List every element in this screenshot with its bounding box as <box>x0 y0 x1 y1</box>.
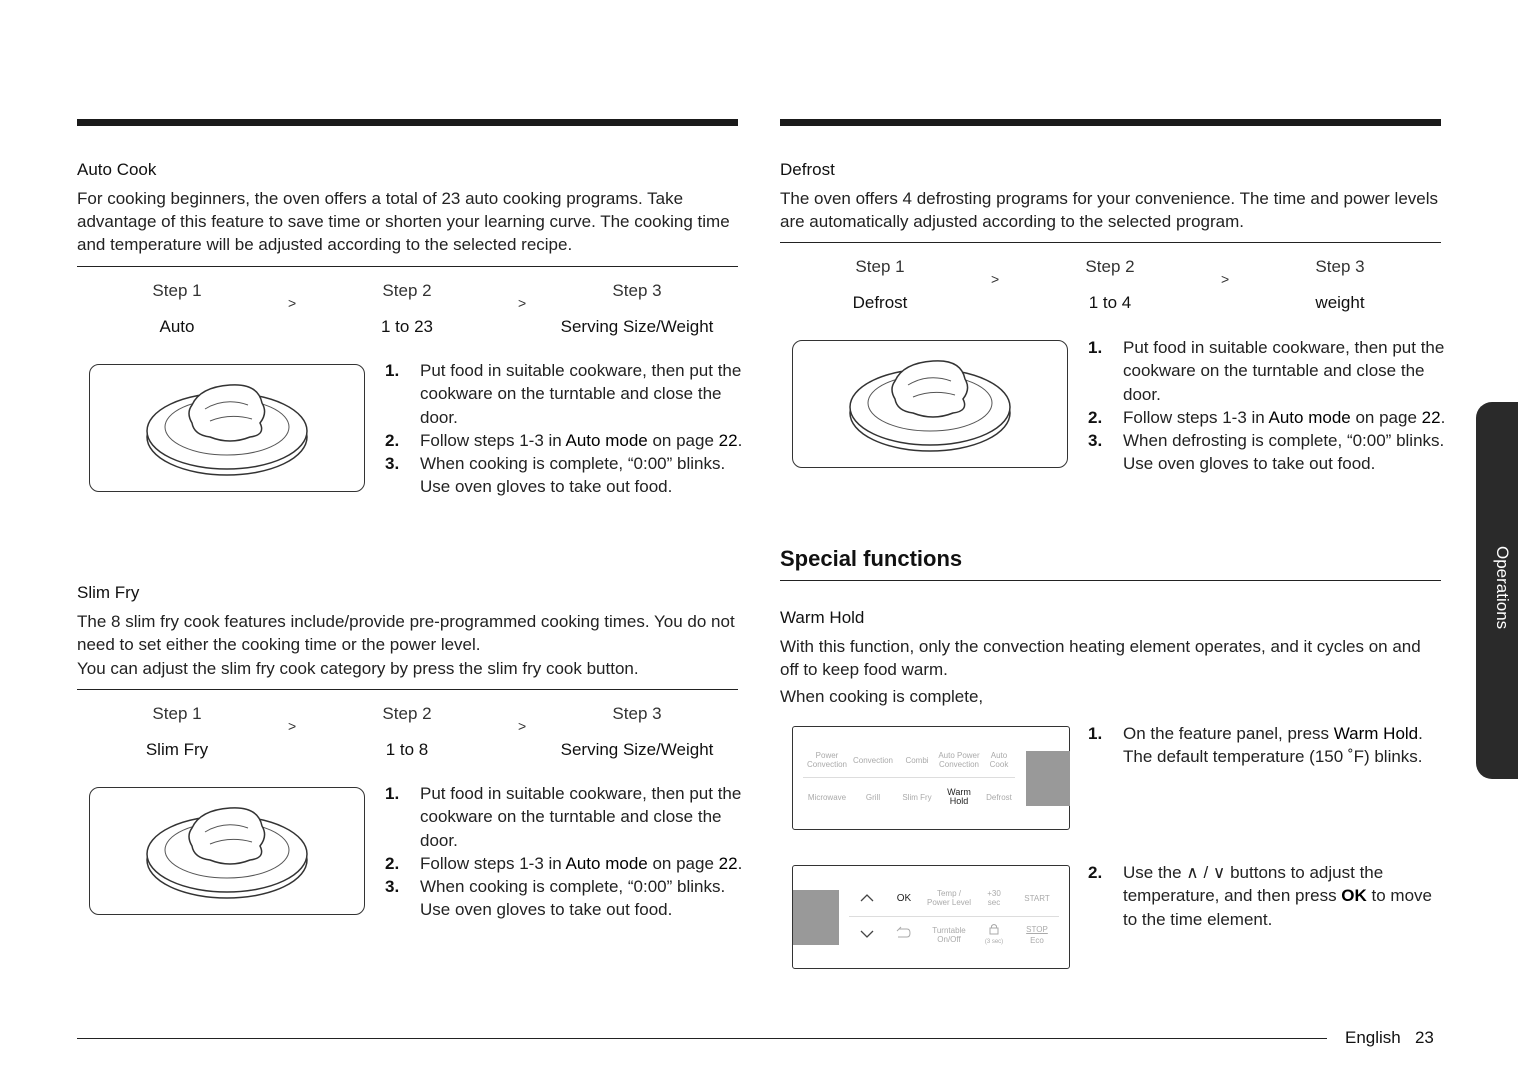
panel-label: Power Convection <box>806 751 848 769</box>
food-on-turntable-illustration <box>792 340 1068 468</box>
food-on-turntable-illustration <box>89 364 365 492</box>
auto-cook-steps <box>77 281 738 341</box>
defrost-instructions <box>1088 336 1448 476</box>
divider <box>780 242 1441 243</box>
page-number: 23 <box>1414 1028 1434 1047</box>
auto-cook-instructions <box>385 359 745 499</box>
panel-label: Combi <box>905 756 929 765</box>
step-label: Step 1 <box>152 281 202 300</box>
slim-fry-intro-2: You can adjust the slim fry cook category by press the slim fry cook button. <box>77 659 639 678</box>
step-value: 1 to 23 <box>381 317 433 336</box>
panel-label: Eco <box>1030 936 1044 945</box>
side-tab-label: Operations <box>1493 546 1512 630</box>
step-value: Slim Fry <box>145 740 209 759</box>
auto-cook-heading: Auto Cook <box>77 160 157 179</box>
lock-icon <box>988 923 1000 935</box>
list-item: 1. Put food in suitable cookware, then put the cookware on the turntable and close the door. <box>385 784 742 850</box>
defrost-heading: Defrost <box>780 160 835 179</box>
step-value: 1 to 4 <box>1088 293 1132 312</box>
step-arrow: > <box>288 295 297 311</box>
step-value: Defrost <box>852 293 908 312</box>
warm-hold-step-1 <box>1088 722 1448 769</box>
page-ref[interactable]: 22 <box>1421 407 1441 427</box>
warm-hold-button[interactable]: Warm Hold <box>947 787 971 806</box>
step-label: Step 2 <box>382 704 432 723</box>
footer-language: English <box>1345 1028 1401 1047</box>
panel-display <box>793 890 839 945</box>
auto-mode-link[interactable]: Auto mode <box>565 430 648 450</box>
step-label: Step 1 <box>855 257 905 276</box>
step-label: Step 3 <box>612 281 662 300</box>
step-arrow: > <box>518 718 527 734</box>
list-item: 3. When cooking is complete, “0:00” blinks. Use oven gloves to take out food. <box>385 454 726 497</box>
panel-display <box>1026 751 1070 806</box>
left-column <box>77 119 743 920</box>
panel-label: Microwave <box>807 793 847 802</box>
slim-fry-steps <box>77 704 738 764</box>
auto-mode-link[interactable]: Auto mode <box>1268 407 1351 427</box>
divider <box>780 580 1441 581</box>
panel-label: Auto Power Convection <box>938 751 980 769</box>
step-label: Step 2 <box>382 281 432 300</box>
list-item: 3. When defrosting is complete, “0:00” blinks. Use oven gloves to take out food. <box>1088 431 1445 474</box>
panel-label: Grill <box>865 793 881 802</box>
step-value: Auto <box>159 317 195 336</box>
step-arrow: > <box>1221 271 1230 287</box>
step-label: Step 1 <box>152 704 202 723</box>
step-arrow: > <box>518 295 527 311</box>
list-item: 2. Follow steps 1-3 in Auto mode on page 22. <box>1088 407 1446 427</box>
top-bar <box>77 119 738 126</box>
operations-side-tab[interactable] <box>1476 402 1518 779</box>
list-item: 2. Follow steps 1-3 in Auto mode on page 22. <box>385 430 743 450</box>
ok-button[interactable]: OK <box>896 893 912 904</box>
step-arrow: > <box>991 271 1000 287</box>
list-item: 1. Put food in suitable cookware, then put the cookware on the turntable and close the door. <box>1088 338 1445 404</box>
panel-label: START <box>1024 894 1050 903</box>
warm-hold-heading: Warm Hold <box>780 608 865 627</box>
defrost-steps <box>780 257 1441 317</box>
feature-panel-illustration <box>792 726 1070 830</box>
divider <box>77 689 738 690</box>
slim-fry-heading: Slim Fry <box>77 583 140 602</box>
list-item: 3. When cooking is complete, “0:00” blinks. Use oven gloves to take out food. <box>385 877 726 920</box>
list-item: 2. Follow steps 1-3 in Auto mode on page 22. <box>385 853 743 873</box>
panel-label: Temp / Power Level <box>926 889 972 907</box>
defrost-intro: The oven offers 4 defrosting programs for your convenience. The time and power levels are automatically adjusted according to the selected program. <box>780 189 1439 231</box>
step-value: Serving Size/Weight <box>560 740 714 759</box>
divider <box>77 266 738 267</box>
panel-label: +30 sec <box>987 889 1001 907</box>
back-icon <box>895 926 911 940</box>
slim-fry-instructions <box>385 782 745 922</box>
down-arrow-icon[interactable] <box>859 928 875 940</box>
special-functions-title: Special functions <box>780 546 963 571</box>
top-bar <box>780 119 1441 126</box>
footer <box>1345 1028 1434 1048</box>
up-arrow-icon[interactable] <box>859 892 875 904</box>
panel-label: Auto Cook <box>989 751 1009 769</box>
panel-label: Slim Fry <box>902 793 932 802</box>
right-column <box>780 119 1446 945</box>
auto-mode-link[interactable]: Auto mode <box>565 853 648 873</box>
list-item: 2. Use the ∧ / ∨ buttons to adjust the temperature, and then press OK to move to the time element. <box>1088 863 1432 929</box>
footer-rule <box>77 1038 1327 1039</box>
step-value: 1 to 8 <box>385 740 429 759</box>
warm-hold-intro-2: When cooking is complete, <box>780 687 984 706</box>
warm-hold-intro: With this function, only the convection heating element operates, and it cycles on and off to keep food warm. <box>780 637 1421 679</box>
food-on-turntable-illustration <box>89 787 365 915</box>
panel-label: (3 sec) <box>984 939 1004 945</box>
step-value: weight <box>1315 293 1365 312</box>
warm-hold-step-2 <box>1088 861 1448 931</box>
page-ref[interactable]: 22 <box>718 853 738 873</box>
step-label: Step 3 <box>1315 257 1365 276</box>
panel-label: STOP <box>1026 925 1048 934</box>
list-item: 1. On the feature panel, press Warm Hold. The default temperature (150 ˚F) blinks. <box>1088 724 1423 767</box>
auto-cook-intro: For cooking beginners, the oven offers a total of 23 auto cooking programs. Take advantage of this feature to save time or shorten your learning curve. The cooking time and temperature will be adjusted according to the selected recipe. <box>77 189 730 254</box>
step-arrow: > <box>288 718 297 734</box>
step-label: Step 2 <box>1085 257 1135 276</box>
panel-label: Defrost <box>986 793 1012 802</box>
step-label: Step 3 <box>612 704 662 723</box>
panel-label: Convection <box>852 756 894 765</box>
panel-label: Turntable On/Off <box>932 926 966 944</box>
panel-divider <box>803 777 1015 778</box>
slim-fry-intro: The 8 slim fry cook features include/provide pre-programmed cooking times. You do not need to set either the cooking time or the power level. <box>77 612 735 654</box>
list-item: 1. Put food in suitable cookware, then put the cookware on the turntable and close the door. <box>385 361 742 427</box>
page-ref[interactable]: 22 <box>718 430 738 450</box>
panel-divider <box>849 916 1059 917</box>
control-panel-illustration <box>792 865 1070 969</box>
step-value: Serving Size/Weight <box>560 317 714 336</box>
